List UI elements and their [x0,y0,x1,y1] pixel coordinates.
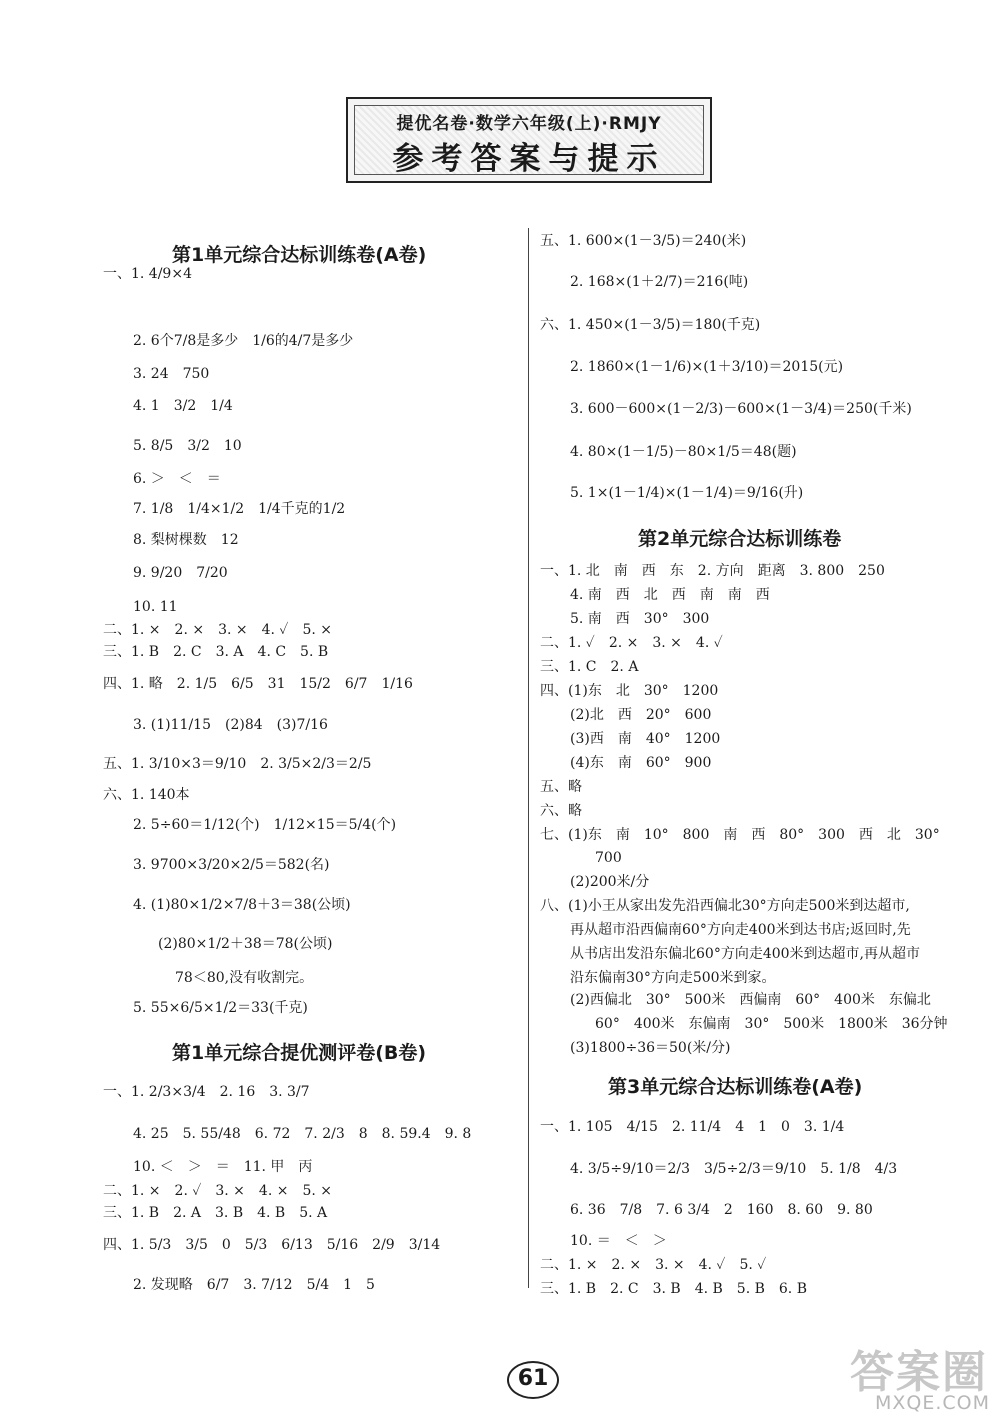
answer-line: (2)北 西 20° 600 [570,707,712,723]
answer-line: 5. 1×(1－1/4)×(1－1/4)＝9/16(升) [570,485,804,501]
banner-title: 参考答案与提示 [392,141,666,177]
answer-line: 4. 南 西 北 西 南 南 西 [570,587,770,603]
answer-line: 8. 梨树棵数 12 [133,532,239,548]
answer-line: 9. 9/20 7/20 [133,565,228,581]
answer-line: 5. 南 西 30° 300 [570,611,710,627]
section-title: 第3单元综合达标训练卷(A卷) [608,1076,863,1098]
answer-line: 5. 8/5 3/2 10 [133,438,242,454]
answer-line: 10. 11 [133,599,178,615]
answer-line: 二、1. ✓ 2. × 3. × 4. ✓ [540,635,723,651]
answer-line: 八、(1)小王从家出发先沿西偏北30°方向走500米到达超市, [540,898,910,914]
answer-line: 一、1. 2/3×3/4 2. 16 3. 3/7 [103,1084,310,1100]
answer-line: (4)东 南 60° 900 [570,755,712,771]
answer-line: 四、1. 略 2. 1/5 6/5 31 15/2 6/7 1/16 [103,676,413,692]
answer-line: 六、略 [540,803,582,819]
answer-line: 3. 24 750 [133,366,210,382]
answer-line: 二、1. × 2. × 3. × 4. ✓ 5. × [103,622,332,638]
answer-line: 三、1. B 2. C 3. A 4. C 5. B [103,644,329,660]
answer-line: 4. (1)80×1/2×7/8＋3＝38(公顷) [133,897,351,913]
answer-line: 五、略 [540,779,582,795]
page-number: 61 [517,1366,549,1391]
answer-line: 4. 80×(1－1/5)－80×1/5＝48(题) [570,444,797,460]
answer-line: 2. 6个7/8是多少 1/6的4/7是多少 [133,333,354,349]
answer-line: 三、1. C 2. A [540,659,639,675]
answer-line: 二、1. × 2. ✓ 3. × 4. × 5. × [103,1183,332,1199]
header-banner [346,97,712,183]
answer-line: 三、1. B 2. C 3. B 4. B 5. B 6. B [540,1281,807,1297]
answer-line: 一、1. 4/9×4 [103,266,192,282]
answer-line: 从书店出发沿东偏北60°方向走400米到达超市,再从超市 [570,946,920,962]
answer-line: (2)西偏北 30° 500米 西偏南 60° 400米 东偏北 [570,992,931,1008]
section-title: 第1单元综合提优测评卷(B卷) [172,1042,427,1064]
answer-line: 一、1. 105 4/15 2. 11/4 4 1 0 3. 1/4 [540,1119,845,1135]
page-number-badge [495,1355,575,1405]
answer-line: 3. (1)11/15 (2)84 (3)7/16 [133,717,328,733]
answer-line: 4. 1 3/2 1/4 [133,398,233,414]
answer-line: 4. 25 5. 55/48 6. 72 7. 2/3 8 8. 59.4 9. 8 [133,1126,472,1142]
answer-line: 四、(1)东 北 30° 1200 [540,683,719,699]
answer-line: 二、1. × 2. × 3. × 4. ✓ 5. ✓ [540,1257,767,1273]
answer-line: (2)200米/分 [570,874,650,890]
answer-line: 三、1. B 2. A 3. B 4. B 5. A [103,1205,328,1221]
answer-line: 沿东偏南30°方向走500米到家。 [570,970,776,986]
answer-line: 再从超市沿西偏南60°方向走400米到达书店;返回时,先 [570,922,911,938]
watermark-logo [808,1330,998,1418]
answer-line: 五、1. 3/10×3＝9/10 2. 3/5×2/3＝2/5 [103,756,372,772]
section-title: 第1单元综合达标训练卷(A卷) [172,244,427,266]
answer-line: 10. ＜ ＞ ＝ 11. 甲 丙 [133,1159,313,1175]
answer-line: 78＜80,没有收割完。 [175,970,314,986]
answer-line: 四、1. 5/3 3/5 0 5/3 6/13 5/16 2/9 3/14 [103,1237,441,1253]
answer-line: 2. 168×(1＋2/7)＝216(吨) [570,274,749,290]
answer-line: 10. ＝ ＜ ＞ [570,1233,667,1249]
answer-line: 六、1. 140本 [103,787,190,803]
answer-line: 五、1. 600×(1－3/5)＝240(米) [540,233,747,249]
answer-line: (3)1800÷36＝50(米/分) [570,1040,731,1056]
section-title: 第2单元综合达标训练卷 [638,528,842,550]
banner-subtitle: 提优名卷·数学六年级(上)·RMJY [396,114,662,134]
answer-line: 2. 5÷60＝1/12(个) 1/12×15＝5/4(个) [133,817,397,833]
answer-line: (3)西 南 40° 1200 [570,731,721,747]
answer-line: 6. 36 7/8 7. 6 3/4 2 160 8. 60 9. 80 [570,1202,873,1218]
answer-line: 2. 发现略 6/7 3. 7/12 5/4 1 5 [133,1277,375,1293]
answer-line: 七、(1)东 南 10° 800 南 西 80° 300 西 北 30° [540,827,940,843]
answer-line: 5. 55×6/5×1/2＝33(千克) [133,1000,308,1016]
answer-line: 6. ＞ ＜ ＝ [133,471,221,487]
watermark-url: MXQE.COM [874,1392,990,1414]
answer-line: 60° 400米 东偏南 30° 500米 1800米 36分钟 [595,1016,948,1032]
answer-line: 7. 1/8 1/4×1/2 1/4千克的1/2 [133,501,346,517]
answer-line: 六、1. 450×(1－3/5)＝180(千克) [540,317,761,333]
watermark-text: 答案圈 [850,1347,988,1398]
answer-line: 700 [595,850,622,866]
answer-line: 2. 1860×(1－1/6)×(1＋3/10)＝2015(元) [570,359,844,375]
answer-line: 4. 3/5÷9/10＝2/3 3/5÷2/3＝9/10 5. 1/8 4/3 [570,1161,898,1177]
answer-line: 3. 600－600×(1－2/3)－600×(1－3/4)＝250(千米) [570,401,912,417]
answer-line: (2)80×1/2＋38＝78(公顷) [158,936,333,952]
answer-line: 3. 9700×3/20×2/5＝582(名) [133,857,330,873]
answer-line: 一、1. 北 南 西 东 2. 方向 距离 3. 800 250 [540,563,885,579]
column-divider [528,228,529,1288]
